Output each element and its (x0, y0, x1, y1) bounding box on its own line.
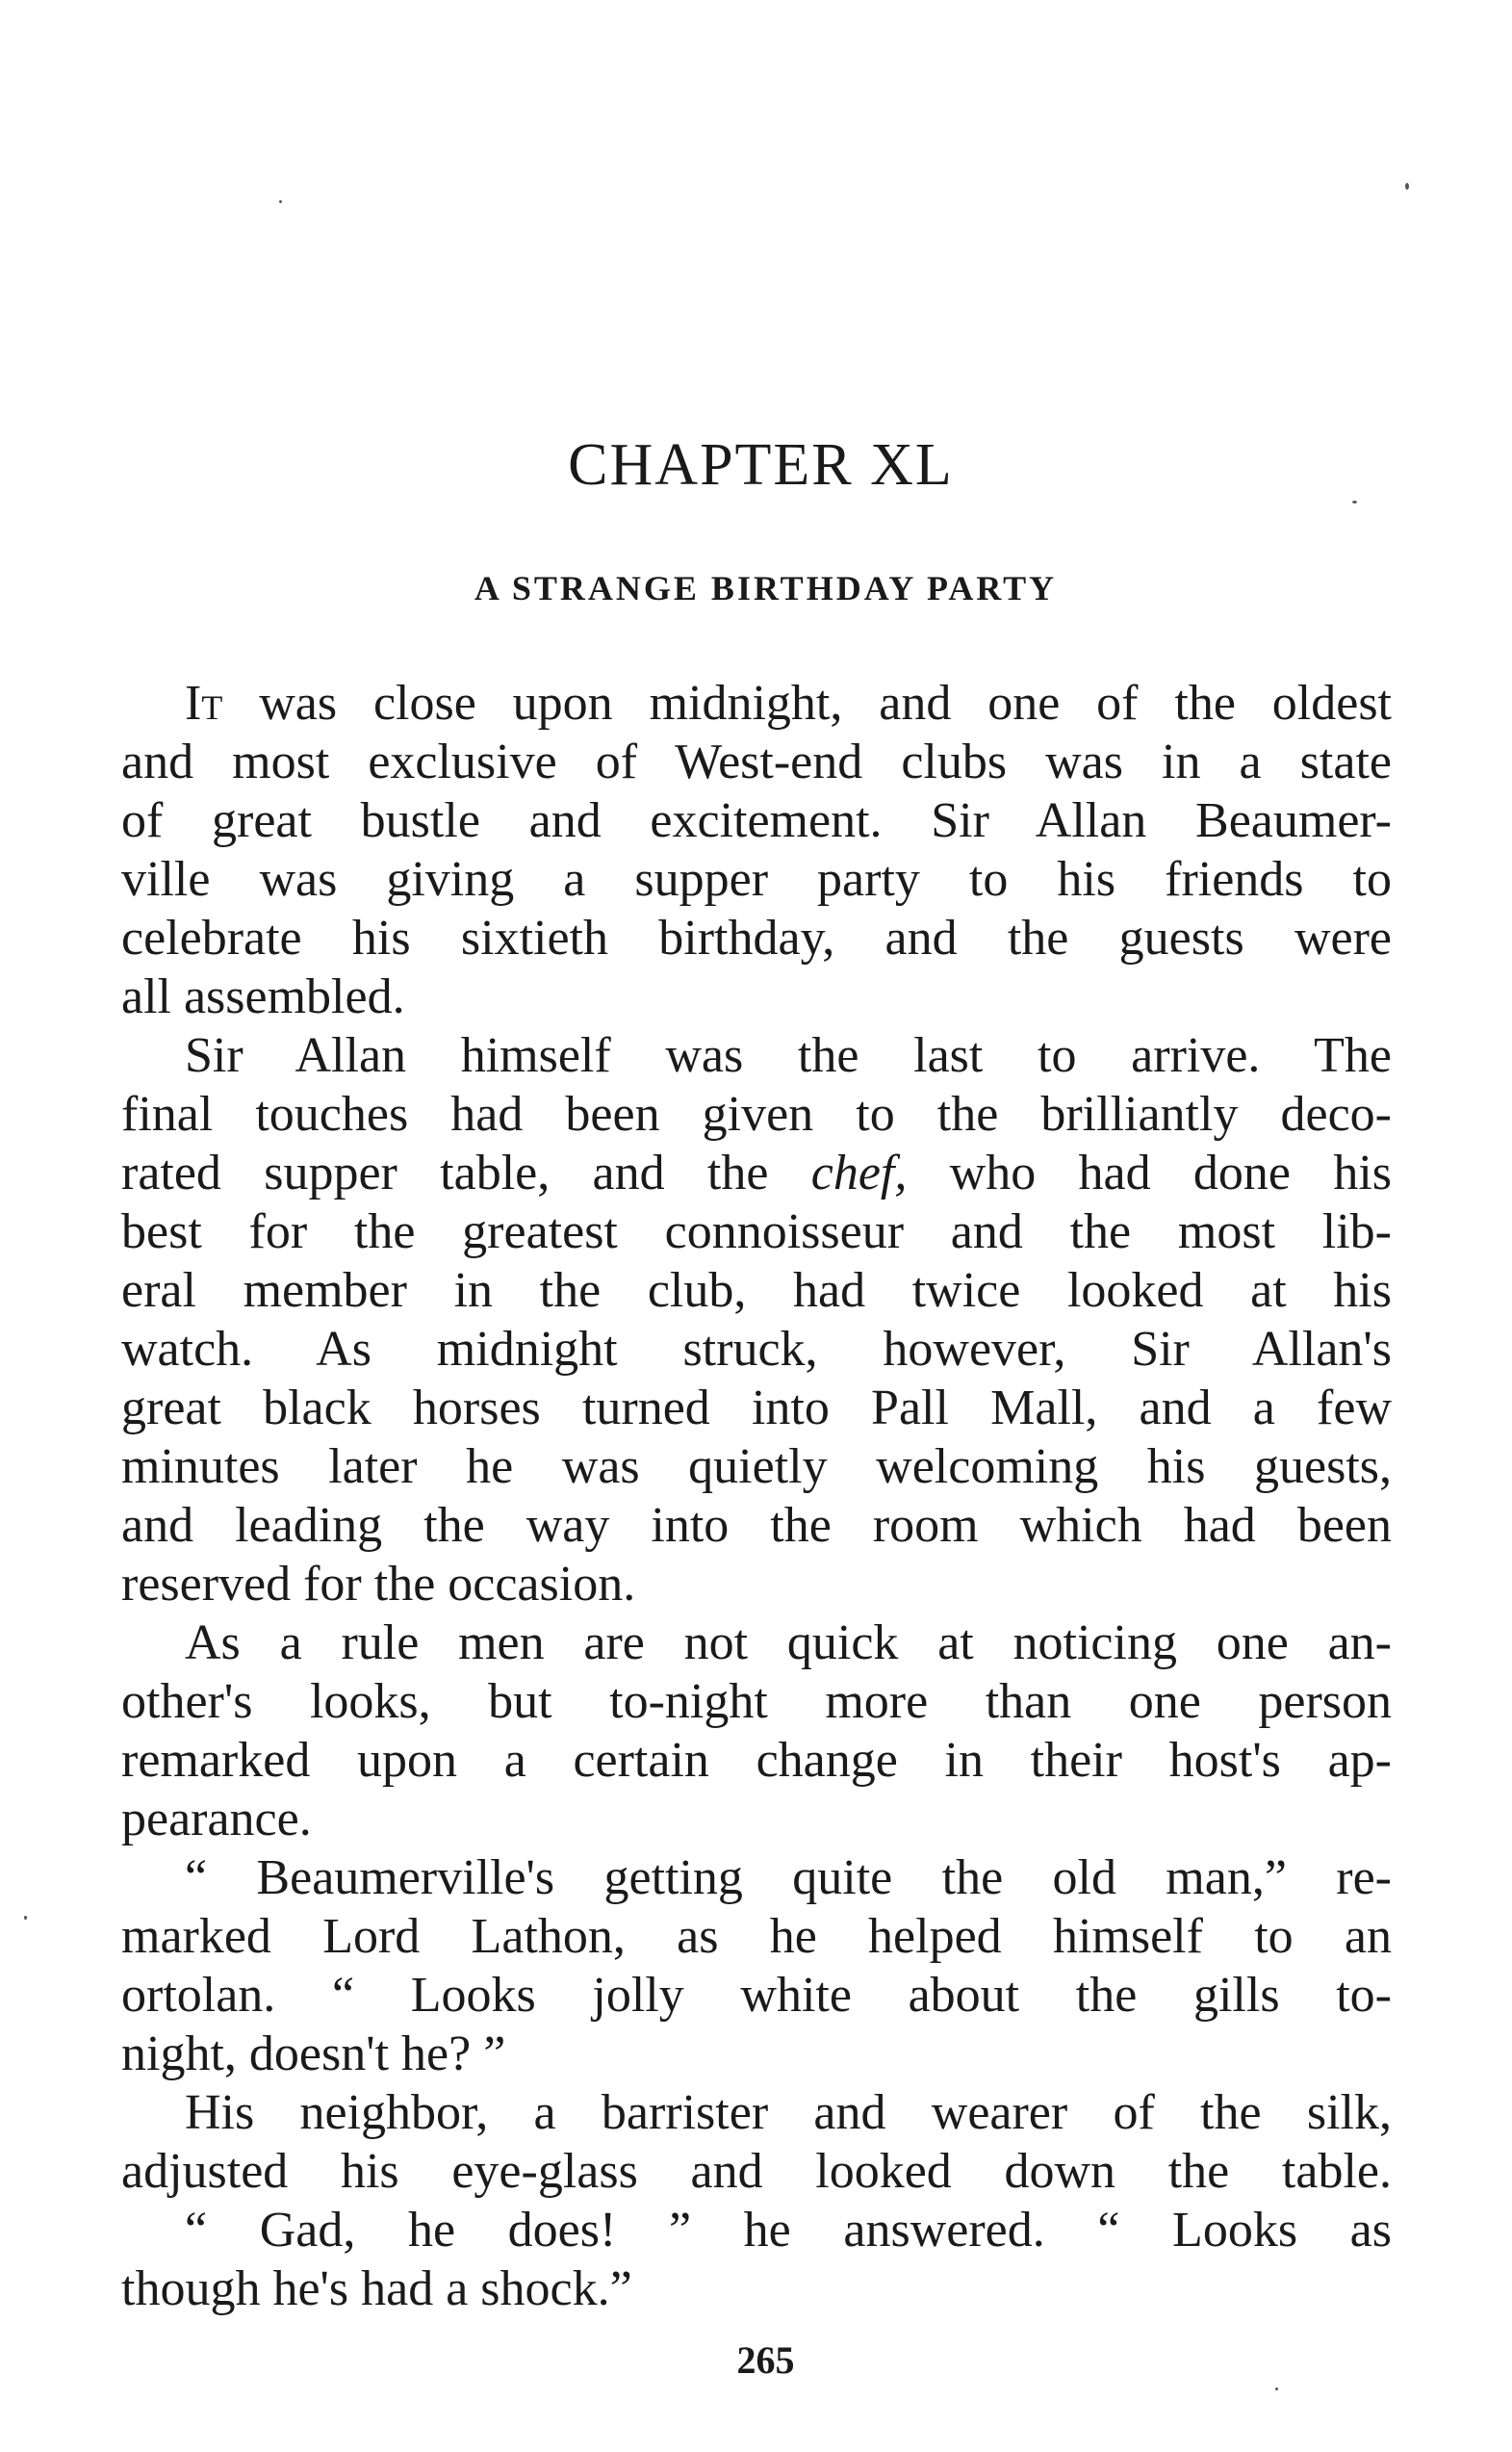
text-line: final touches had been given to the brilliantly deco- (121, 1087, 1392, 1142)
drop-word: It (185, 676, 223, 731)
scan-speck (1352, 501, 1357, 503)
text-line: As a rule men are not quick at noticing one an- (185, 1615, 1392, 1670)
text-line: though he's had a shock.” (121, 2261, 632, 2316)
scan-speck (1405, 183, 1409, 190)
text-line: celebrate his sixtieth birthday, and the guests were (121, 911, 1392, 966)
text-line: other's looks, but to-night more than one person (121, 1674, 1392, 1729)
text-line: reserved for the occasion. (121, 1557, 636, 1612)
line-text: rated supper table, and the (121, 1146, 811, 1200)
text-line: all assembled. (121, 969, 405, 1024)
text-line: “ Gad, he does! ” he answered. “ Looks as (185, 2203, 1392, 2258)
text-line: ville was giving a supper party to his friends to (121, 852, 1392, 907)
text-line: Sir Allan himself was the last to arrive. The (185, 1028, 1392, 1083)
text-line: minutes later he was quietly welcoming his guests, (121, 1439, 1392, 1494)
text-line: best for the greatest connoisseur and the most lib- (121, 1204, 1392, 1259)
scan-speck (1275, 2387, 1278, 2390)
text-line: night, doesn't he? ” (121, 2026, 506, 2081)
italic-word: chef, (810, 1146, 908, 1200)
text-line: pearance. (121, 1792, 312, 1846)
scan-speck (279, 200, 282, 203)
text-line: His neighbor, a barrister and wearer of the silk, (185, 2085, 1392, 2140)
text-line: of great bustle and excitement. Sir Allan Beaumer- (121, 793, 1392, 848)
chapter-subtitle: A STRANGE BIRTHDAY PARTY (474, 569, 1058, 607)
text-line (121, 674, 1392, 733)
text-line: eral member in the club, had twice looked at his (121, 1263, 1392, 1318)
text-line (121, 1144, 1392, 1202)
text-line: remarked upon a certain change in their host's ap- (121, 1733, 1392, 1788)
text-line: watch. As midnight struck, however, Sir Allan's (121, 1322, 1392, 1377)
text-line: great black horses turned into Pall Mall, and a few (121, 1381, 1392, 1435)
chapter-title: CHAPTER XL (568, 432, 954, 498)
text-line: adjusted his eye-glass and looked down the table. (121, 2144, 1392, 2199)
scan-speck (24, 1916, 27, 1920)
text-line: marked Lord Lathon, as he helped himself to an (121, 1909, 1392, 1964)
text-line: “ Beaumerville's getting quite the old man,” re- (185, 1850, 1392, 1905)
body-text (121, 674, 1392, 2318)
text-line: ortolan. “ Looks jolly white about the gills to- (121, 1968, 1392, 2023)
page-number: 265 (736, 2338, 795, 2382)
text-line: and most exclusive of West-end clubs was in a state (121, 735, 1392, 789)
text-line: and leading the way into the room which had been (121, 1498, 1392, 1553)
line-text: was close upon midnight, and one of the oldest (222, 676, 1392, 731)
line-text: who had done his (907, 1146, 1393, 1200)
